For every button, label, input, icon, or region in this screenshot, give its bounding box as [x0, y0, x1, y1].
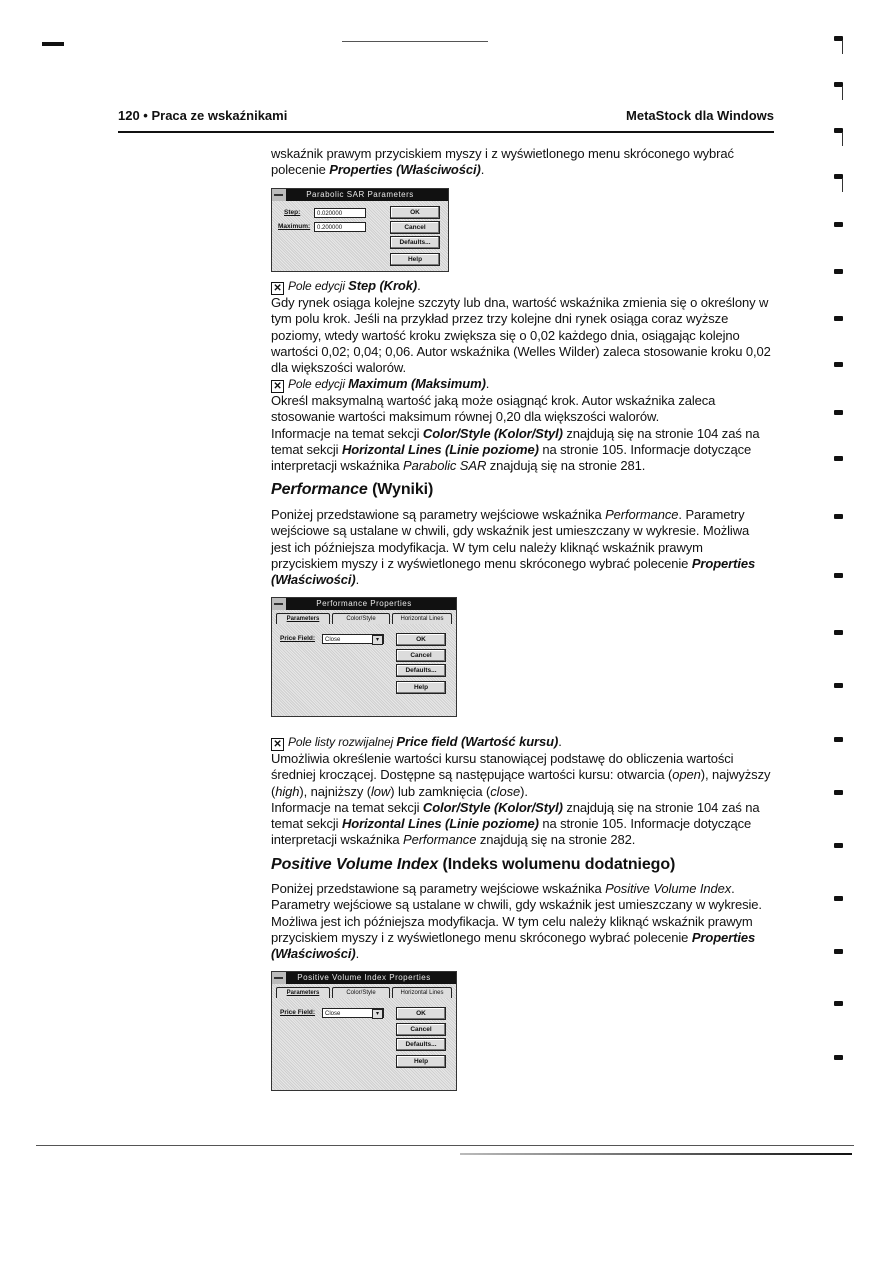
ok-button[interactable]: OK	[396, 633, 446, 646]
intro-properties: Properties (Właściwości)	[329, 162, 481, 178]
info-color-style: Color/Style (Kolor/Styl)	[422, 799, 563, 815]
text: .	[355, 572, 360, 588]
binding-mark	[834, 456, 843, 461]
price-field-select[interactable]: Close	[322, 1008, 384, 1018]
max-label-prefix: Pole edycji	[288, 377, 349, 391]
step-input[interactable]: 0.020000	[314, 208, 366, 218]
text: . Parametry wejściowe są ustalane w chwili, gdy wskaźnik jest umieszczany w wykresie. Możliwa jest ich późniejsza modyfikacja. W tym celu należy kliknąć wskaźnik prawym przyciskiem myszy i z wyświetlonego menu skróconego wybrać polecenie	[271, 507, 750, 571]
system-menu-icon[interactable]	[272, 598, 287, 610]
binding-mark	[834, 128, 843, 133]
price-label-prefix: Pole listy rozwijalnej	[288, 735, 397, 749]
footer-rule	[36, 1145, 854, 1146]
checkbox-x-icon: ✕	[271, 738, 284, 751]
price-field-label: Price Field:	[280, 635, 316, 642]
ok-button[interactable]: OK	[390, 206, 440, 219]
intro-end: .	[480, 162, 485, 178]
maximum-section	[271, 376, 771, 474]
binding-mark	[834, 790, 843, 795]
performance-section	[271, 480, 771, 588]
scan-mark-top-left	[42, 42, 64, 46]
term-high: high	[275, 783, 300, 799]
text: . Parametry wejściowe są ustalane w chwili, gdy wskaźnik jest umieszczany w wykresie. Możliwa jest ich późniejsza modyfikacja. W tym celu należy kliknąć wskaźnik prawym przyciskiem myszy i z wyświetlonego menu skróconego wybrać polecenie	[271, 881, 762, 945]
performance-info	[271, 800, 771, 849]
ok-button[interactable]: OK	[396, 1007, 446, 1020]
term-low: low	[370, 783, 391, 799]
help-button[interactable]: Help	[390, 253, 440, 266]
price-label-end: .	[558, 734, 562, 749]
info-indicator: Performance	[403, 832, 477, 848]
heading-translation: (Indeks wolumenu dodatniego)	[438, 856, 676, 873]
header-rule	[118, 131, 774, 133]
step-label-end: .	[417, 278, 421, 293]
info-text: znajdują się na stronie 282.	[476, 832, 636, 848]
running-header	[118, 108, 774, 126]
step-label-prefix: Pole edycji	[288, 279, 349, 293]
binding-mark	[834, 222, 843, 227]
checkbox-x-icon: ✕	[271, 380, 284, 393]
text: Poniżej przedstawione są parametry wejściowe wskaźnika	[271, 507, 606, 522]
tab-color-style[interactable]: Color/Style	[332, 613, 390, 624]
max-label-term: Maximum (Maksimum)	[348, 376, 486, 391]
pvi-heading	[271, 855, 771, 875]
text: ), najwyższy (	[271, 767, 771, 799]
binding-mark	[834, 410, 843, 415]
max-info	[271, 426, 771, 475]
maximum-input[interactable]: 0.200000	[314, 222, 366, 232]
tab-parameters[interactable]: Parameters	[276, 987, 330, 998]
binding-mark	[834, 82, 843, 87]
info-text: znajdują się na stronie 104 zaś na temat sekcji	[271, 425, 760, 457]
indicator-name: Positive Volume Index	[605, 881, 732, 896]
dialog-performance-properties	[271, 597, 457, 717]
text: .	[355, 946, 360, 962]
dialog-title: Positive Volume Index Properties	[272, 972, 456, 984]
performance-intro	[271, 507, 771, 588]
price-field-section	[271, 734, 771, 849]
dialog-title: Performance Properties	[272, 598, 456, 610]
text: Umożliwia określenie wartości kursu stanowiącej podstawę do obliczenia wartości średniej kroczącej. Dostępne są następujące wartości kursu: otwarcia (	[271, 751, 734, 783]
help-button[interactable]: Help	[396, 681, 446, 694]
price-description	[271, 751, 771, 800]
dialog-pvi-properties	[271, 971, 457, 1091]
binding-mark	[834, 174, 843, 179]
tab-color-style[interactable]: Color/Style	[332, 987, 390, 998]
step-label: Step:	[284, 209, 301, 216]
indicator-name: Performance	[605, 507, 679, 522]
dropdown-arrow-icon[interactable]: ▾	[372, 635, 383, 645]
tab-parameters[interactable]: Parameters	[276, 613, 330, 624]
step-section	[271, 278, 771, 376]
performance-heading	[271, 480, 771, 500]
max-label-end: .	[485, 376, 490, 391]
info-color-style: Color/Style (Kolor/Styl)	[422, 425, 563, 441]
pvi-section	[271, 855, 771, 962]
info-text: znajdują się na stronie 281.	[486, 458, 646, 474]
book-title: MetaStock dla Windows	[626, 108, 774, 123]
binding-mark	[834, 1001, 843, 1006]
info-text: Informacje na temat sekcji	[271, 425, 423, 441]
info-indicator: Parabolic SAR	[403, 458, 487, 474]
dropdown-arrow-icon[interactable]: ▾	[372, 1009, 383, 1019]
cancel-button[interactable]: Cancel	[396, 1023, 446, 1036]
intro-text: wskaźnik prawym przyciskiem myszy i z wyświetlonego menu skróconego wybrać polecenie	[271, 146, 734, 178]
checkbox-x-icon: ✕	[271, 282, 284, 295]
defaults-button[interactable]: Defaults...	[396, 664, 446, 677]
binding-mark	[834, 683, 843, 688]
cancel-button[interactable]: Cancel	[390, 221, 440, 234]
tab-horizontal-lines[interactable]: Horizontal Lines	[392, 987, 452, 998]
binding-mark	[834, 573, 843, 578]
system-menu-icon[interactable]	[272, 189, 287, 201]
system-menu-icon[interactable]	[272, 972, 287, 984]
step-label-term: Step (Krok)	[348, 278, 418, 293]
properties-term: Properties (Właściwości)	[271, 555, 756, 588]
info-text: znajdują się na stronie 104 zaś na temat sekcji	[271, 799, 760, 832]
info-text: na stronie 105. Informacje dotyczące interpretacji wskaźnika	[271, 816, 752, 848]
binding-mark	[834, 630, 843, 635]
cancel-button[interactable]: Cancel	[396, 649, 446, 662]
defaults-button[interactable]: Defaults...	[396, 1038, 446, 1051]
text: ), najniższy (	[299, 783, 371, 799]
binding-mark	[834, 514, 843, 519]
term-close: close	[490, 783, 521, 799]
heading-translation: (Wyniki)	[367, 481, 434, 498]
binding-mark	[834, 316, 843, 321]
price-field-label: Price Field:	[280, 1009, 316, 1016]
page-number-chapter: 120 • Praca ze wskaźnikami	[118, 108, 288, 123]
price-field-select[interactable]: Close	[322, 634, 384, 644]
binding-mark	[834, 269, 843, 274]
binding-mark	[834, 1055, 843, 1060]
binding-mark	[834, 737, 843, 742]
binding-mark	[834, 896, 843, 901]
price-label-term: Price field (Wartość kursu)	[396, 734, 559, 749]
help-button[interactable]: Help	[396, 1055, 446, 1068]
dialog-parabolic-sar	[271, 188, 449, 272]
info-text: na stronie 105. Informacje dotyczące interpretacji wskaźnika	[271, 441, 752, 474]
binding-mark	[834, 843, 843, 848]
binding-mark	[834, 36, 843, 41]
heading-term: Performance	[271, 481, 368, 498]
text: Poniżej przedstawione są parametry wejściowe wskaźnika	[271, 881, 606, 896]
max-description: Określ maksymalną wartość jaką może osiągnąć krok. Autor wskaźnika zaleca stosowanie wartości maksimum równej 0,20 dla większości walorów.	[271, 393, 716, 425]
pvi-intro	[271, 881, 771, 962]
maximum-label: Maximum:	[278, 223, 311, 230]
step-description: Gdy rynek osiąga kolejne szczyty lub dna, wartość wskaźnika zmienia się o określony w tym polu krok. Jeśli na przykład przez trzy kolejne dni rynek osiąga coraz wyższe poziomy, wtedy wartość kroku zwiększa się o 0,02 każdego dnia, osiągając kolejno wartości 0,02; 0,04; 0,06. Autor wskaźnika (Welles Wilder) zaleca stosowanie kroku 0,02 dla większości walorów.	[271, 295, 771, 376]
binding-mark	[834, 949, 843, 954]
text: ).	[520, 783, 528, 799]
scan-rule-top	[342, 41, 488, 42]
text: ) lub zamknięcia (	[390, 783, 491, 799]
defaults-button[interactable]: Defaults...	[390, 236, 440, 249]
properties-term: Properties (Właściwości)	[271, 929, 756, 962]
intro-paragraph	[271, 146, 771, 179]
tab-horizontal-lines[interactable]: Horizontal Lines	[392, 613, 452, 624]
info-text: Informacje na temat sekcji	[271, 799, 423, 815]
term-open: open	[672, 767, 701, 783]
dialog-title: Parabolic SAR Parameters	[272, 189, 448, 201]
binding-mark	[834, 362, 843, 367]
info-horizontal-lines: Horizontal Lines (Linie poziome)	[341, 816, 539, 832]
footer-rule-secondary	[460, 1153, 852, 1155]
heading-term: Positive Volume Index	[271, 856, 439, 873]
info-horizontal-lines: Horizontal Lines (Linie poziome)	[341, 441, 539, 457]
